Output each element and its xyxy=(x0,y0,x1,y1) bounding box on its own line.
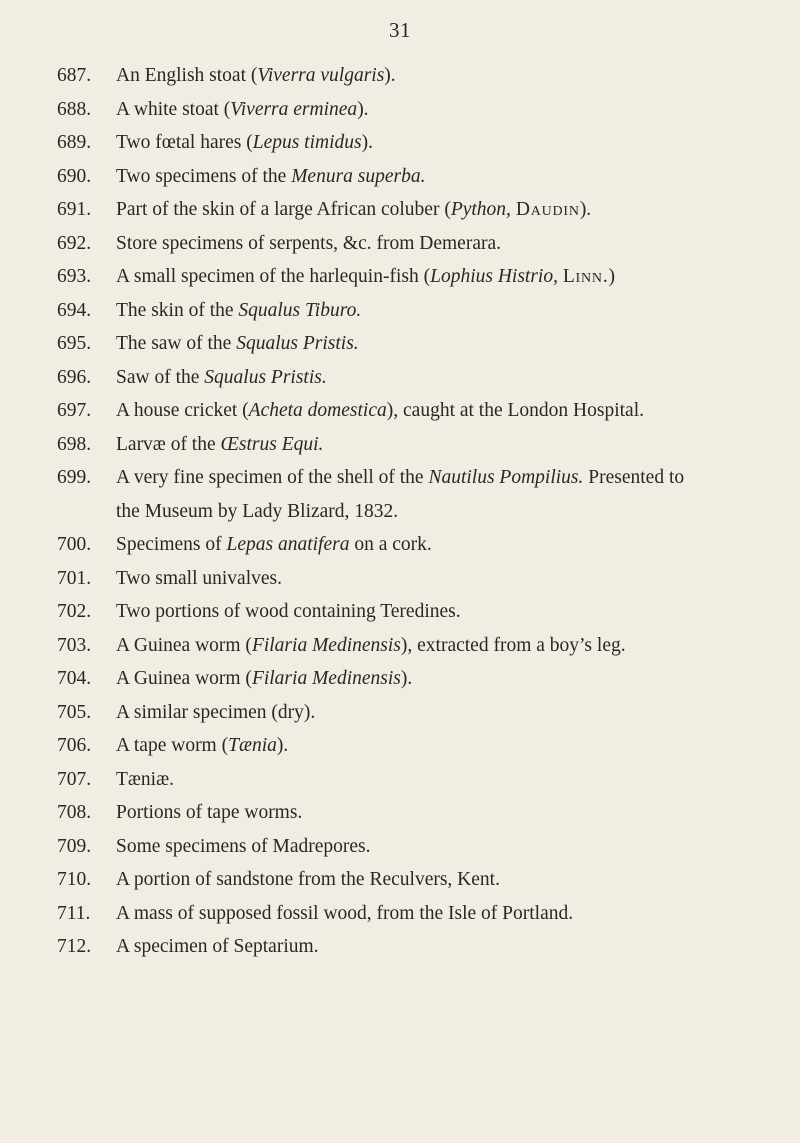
catalogue-entry xyxy=(0,126,800,160)
entry-text: on a cork. xyxy=(349,534,432,555)
entry-description xyxy=(116,562,282,596)
entry-line xyxy=(116,59,396,93)
entry-text: A Guinea worm ( xyxy=(116,634,252,656)
entry-number: 697. xyxy=(57,400,92,421)
entry-line xyxy=(116,327,359,361)
entry-number: 689. xyxy=(57,132,92,153)
entry-line xyxy=(116,629,626,663)
entry-text: ) xyxy=(608,266,616,287)
entry-text: ). xyxy=(361,132,373,153)
catalogue-entry xyxy=(0,361,800,395)
entry-text: Two specimens of the xyxy=(116,165,292,187)
entry-text: Larvæ of the xyxy=(116,433,221,455)
entry-line xyxy=(116,562,282,596)
catalogue-entry xyxy=(0,763,800,797)
entry-description xyxy=(116,930,319,964)
entry-line xyxy=(116,93,369,127)
entry-text: Portions of tape worms. xyxy=(116,802,303,823)
entry-number: 706. xyxy=(57,735,92,756)
entry-description xyxy=(116,796,302,830)
entry-italic-name: Filaria Medinensis xyxy=(251,634,401,656)
entry-text: A tape worm ( xyxy=(116,735,229,756)
entry-number: 703. xyxy=(57,634,92,656)
entry-text: A similar specimen (dry). xyxy=(116,701,316,723)
entry-line xyxy=(116,260,615,294)
entry-number: 698. xyxy=(57,433,92,455)
entry-line xyxy=(116,696,315,730)
entry-line xyxy=(116,361,327,395)
entry-continuation-line: the Museum by Lady Blizard, 1832. xyxy=(116,500,399,522)
entry-description xyxy=(116,294,361,328)
entry-number: 705. xyxy=(57,701,92,723)
entry-line xyxy=(116,796,302,830)
entry-number: 693. xyxy=(57,266,92,287)
entry-authority: Linn. xyxy=(562,266,609,287)
entry-description xyxy=(116,193,591,227)
entry-description xyxy=(116,59,396,93)
catalogue-entry xyxy=(0,930,800,964)
entry-italic-name: Nautilus Pompilius. xyxy=(428,467,584,488)
entry-text: A Guinea worm ( xyxy=(116,668,252,689)
entry-line xyxy=(116,729,288,763)
entry-description xyxy=(116,327,359,361)
entry-italic-name: Acheta domestica xyxy=(248,400,387,421)
entry-text: Two fœtal hares ( xyxy=(116,132,253,153)
entry-description xyxy=(116,126,373,160)
entry-italic-name: Lepus timidus xyxy=(252,132,362,153)
entry-description xyxy=(116,528,432,562)
entry-line xyxy=(116,528,432,562)
entry-text: An English stoat ( xyxy=(116,65,258,86)
entry-text: ), caught at the London Hospital. xyxy=(386,400,644,421)
catalogue-entry xyxy=(0,260,800,294)
entry-text: A very fine specimen of the shell of the xyxy=(116,467,429,488)
catalogue-entry xyxy=(0,595,800,629)
entry-number: 707. xyxy=(57,768,92,790)
entry-number: 692. xyxy=(57,232,92,254)
entry-text: Specimens of xyxy=(116,534,227,555)
entry-description xyxy=(116,897,573,931)
entry-text: Store specimens of serpents, &c. from Demerara. xyxy=(116,232,501,254)
entry-number: 696. xyxy=(57,366,92,388)
catalogue-entry xyxy=(0,562,800,596)
entry-description xyxy=(116,160,426,194)
entry-number: 690. xyxy=(57,165,92,187)
entry-number: 695. xyxy=(57,333,92,354)
catalogue-entry xyxy=(0,830,800,864)
page-number: 31 xyxy=(389,18,411,42)
catalogue-entry xyxy=(0,461,800,528)
entry-line xyxy=(116,394,644,428)
entry-description xyxy=(116,93,369,127)
entry-number: 687. xyxy=(57,65,92,86)
entry-text: ). xyxy=(579,199,592,220)
entry-text: A small specimen of the harlequin-fish ( xyxy=(116,266,431,287)
entry-description xyxy=(116,595,461,629)
entry-italic-name: Lophius Histrio, xyxy=(430,266,558,287)
entry-line xyxy=(116,897,573,931)
catalogue-entry xyxy=(0,294,800,328)
entry-italic-name: Squalus Pristis. xyxy=(236,333,359,354)
entry-text: The saw of the xyxy=(116,333,237,354)
entry-description xyxy=(116,227,501,261)
entry-text: Two small univalves. xyxy=(116,567,282,589)
entry-description xyxy=(116,428,323,462)
entry-description xyxy=(116,461,684,528)
entry-text: Saw of the xyxy=(116,366,205,388)
entry-text: A specimen of Septarium. xyxy=(116,936,319,957)
entry-description xyxy=(116,830,371,864)
entry-text: The skin of the xyxy=(116,299,239,321)
entry-number: 701. xyxy=(57,567,92,589)
entry-text: ). xyxy=(357,98,369,120)
entry-number: 694. xyxy=(57,299,92,321)
entry-text: A white stoat ( xyxy=(116,98,231,120)
entry-description xyxy=(116,763,174,797)
entry-line xyxy=(116,193,591,227)
catalogue-entry xyxy=(0,160,800,194)
entry-text: A mass of supposed fossil wood, from the Isle of Portland. xyxy=(116,902,574,924)
entry-number: 710. xyxy=(57,869,92,890)
entry-number: 709. xyxy=(57,835,92,857)
entry-line xyxy=(116,126,373,160)
entry-number: 711. xyxy=(57,902,91,924)
catalogue-entry xyxy=(0,193,800,227)
entry-line xyxy=(116,461,684,495)
entry-text: Two portions of wood containing Teredines. xyxy=(116,601,461,622)
catalogue-entry xyxy=(0,729,800,763)
catalogue-entry xyxy=(0,59,800,93)
entry-line xyxy=(116,227,501,261)
catalogue-entry xyxy=(0,696,800,730)
entry-line xyxy=(116,830,371,864)
entry-italic-name: Viverra vulgaris xyxy=(257,65,385,86)
entry-text: Part of the skin of a large African coluber ( xyxy=(116,199,451,220)
entry-number: 702. xyxy=(57,601,92,622)
entry-number: 699. xyxy=(57,467,92,488)
entry-line xyxy=(116,930,319,964)
entry-text: ), extracted from a boy’s leg. xyxy=(400,634,626,656)
catalogue-entry xyxy=(0,897,800,931)
entry-italic-name: Filaria Medinensis xyxy=(251,668,401,689)
catalogue-entry xyxy=(0,528,800,562)
entry-description xyxy=(116,662,412,696)
entry-description xyxy=(116,696,315,730)
entry-authority: Daudin xyxy=(515,199,580,220)
entry-line xyxy=(116,763,174,797)
entry-number: 688. xyxy=(57,98,92,120)
entry-italic-name: Menura superba. xyxy=(291,165,426,187)
entry-number: 712. xyxy=(57,936,92,957)
entry-text: ). xyxy=(276,735,289,756)
entry-italic-name: Python, xyxy=(450,199,511,220)
entry-number: 700. xyxy=(57,534,92,555)
entry-number: 691. xyxy=(57,199,92,220)
entry-text: ). xyxy=(400,668,413,689)
catalogue-entry xyxy=(0,629,800,663)
entry-italic-name: Lepas anatifera xyxy=(226,534,350,555)
entry-text: Some specimens of Madrepores. xyxy=(116,835,371,857)
entry-text: A house cricket ( xyxy=(116,400,249,421)
entry-number: 704. xyxy=(57,668,92,689)
catalogue-entry xyxy=(0,428,800,462)
entry-italic-name: Œstrus Equi. xyxy=(220,433,324,455)
catalogue-entry xyxy=(0,327,800,361)
entry-line xyxy=(116,428,323,462)
entry-line xyxy=(116,160,426,194)
entry-description xyxy=(116,260,615,294)
entry-line xyxy=(116,863,500,897)
entry-italic-name: Squalus Pristis. xyxy=(204,366,327,388)
entry-description xyxy=(116,361,327,395)
entry-line xyxy=(116,595,461,629)
entry-text: Presented to xyxy=(583,467,685,488)
catalogue-entry xyxy=(0,863,800,897)
entry-description xyxy=(116,863,500,897)
entry-line xyxy=(116,294,361,328)
entry-line xyxy=(116,662,412,696)
entry-text: A portion of sandstone from the Reculvers, Kent. xyxy=(116,869,500,890)
entry-italic-name: Squalus Tiburo. xyxy=(238,299,362,321)
catalogue-entry xyxy=(0,796,800,830)
entry-description xyxy=(116,729,288,763)
catalogue-entries-list xyxy=(0,59,800,964)
entry-number: 708. xyxy=(57,802,92,823)
entry-text: Tæniæ. xyxy=(116,768,174,790)
catalogue-entry xyxy=(0,93,800,127)
entry-description xyxy=(116,629,626,663)
entry-italic-name: Tænia xyxy=(228,735,277,756)
catalogue-entry xyxy=(0,662,800,696)
catalogue-entry xyxy=(0,394,800,428)
entry-description xyxy=(116,394,644,428)
catalogue-entry xyxy=(0,227,800,261)
entry-italic-name: Viverra erminea xyxy=(230,98,358,120)
entry-text: ). xyxy=(384,65,396,86)
